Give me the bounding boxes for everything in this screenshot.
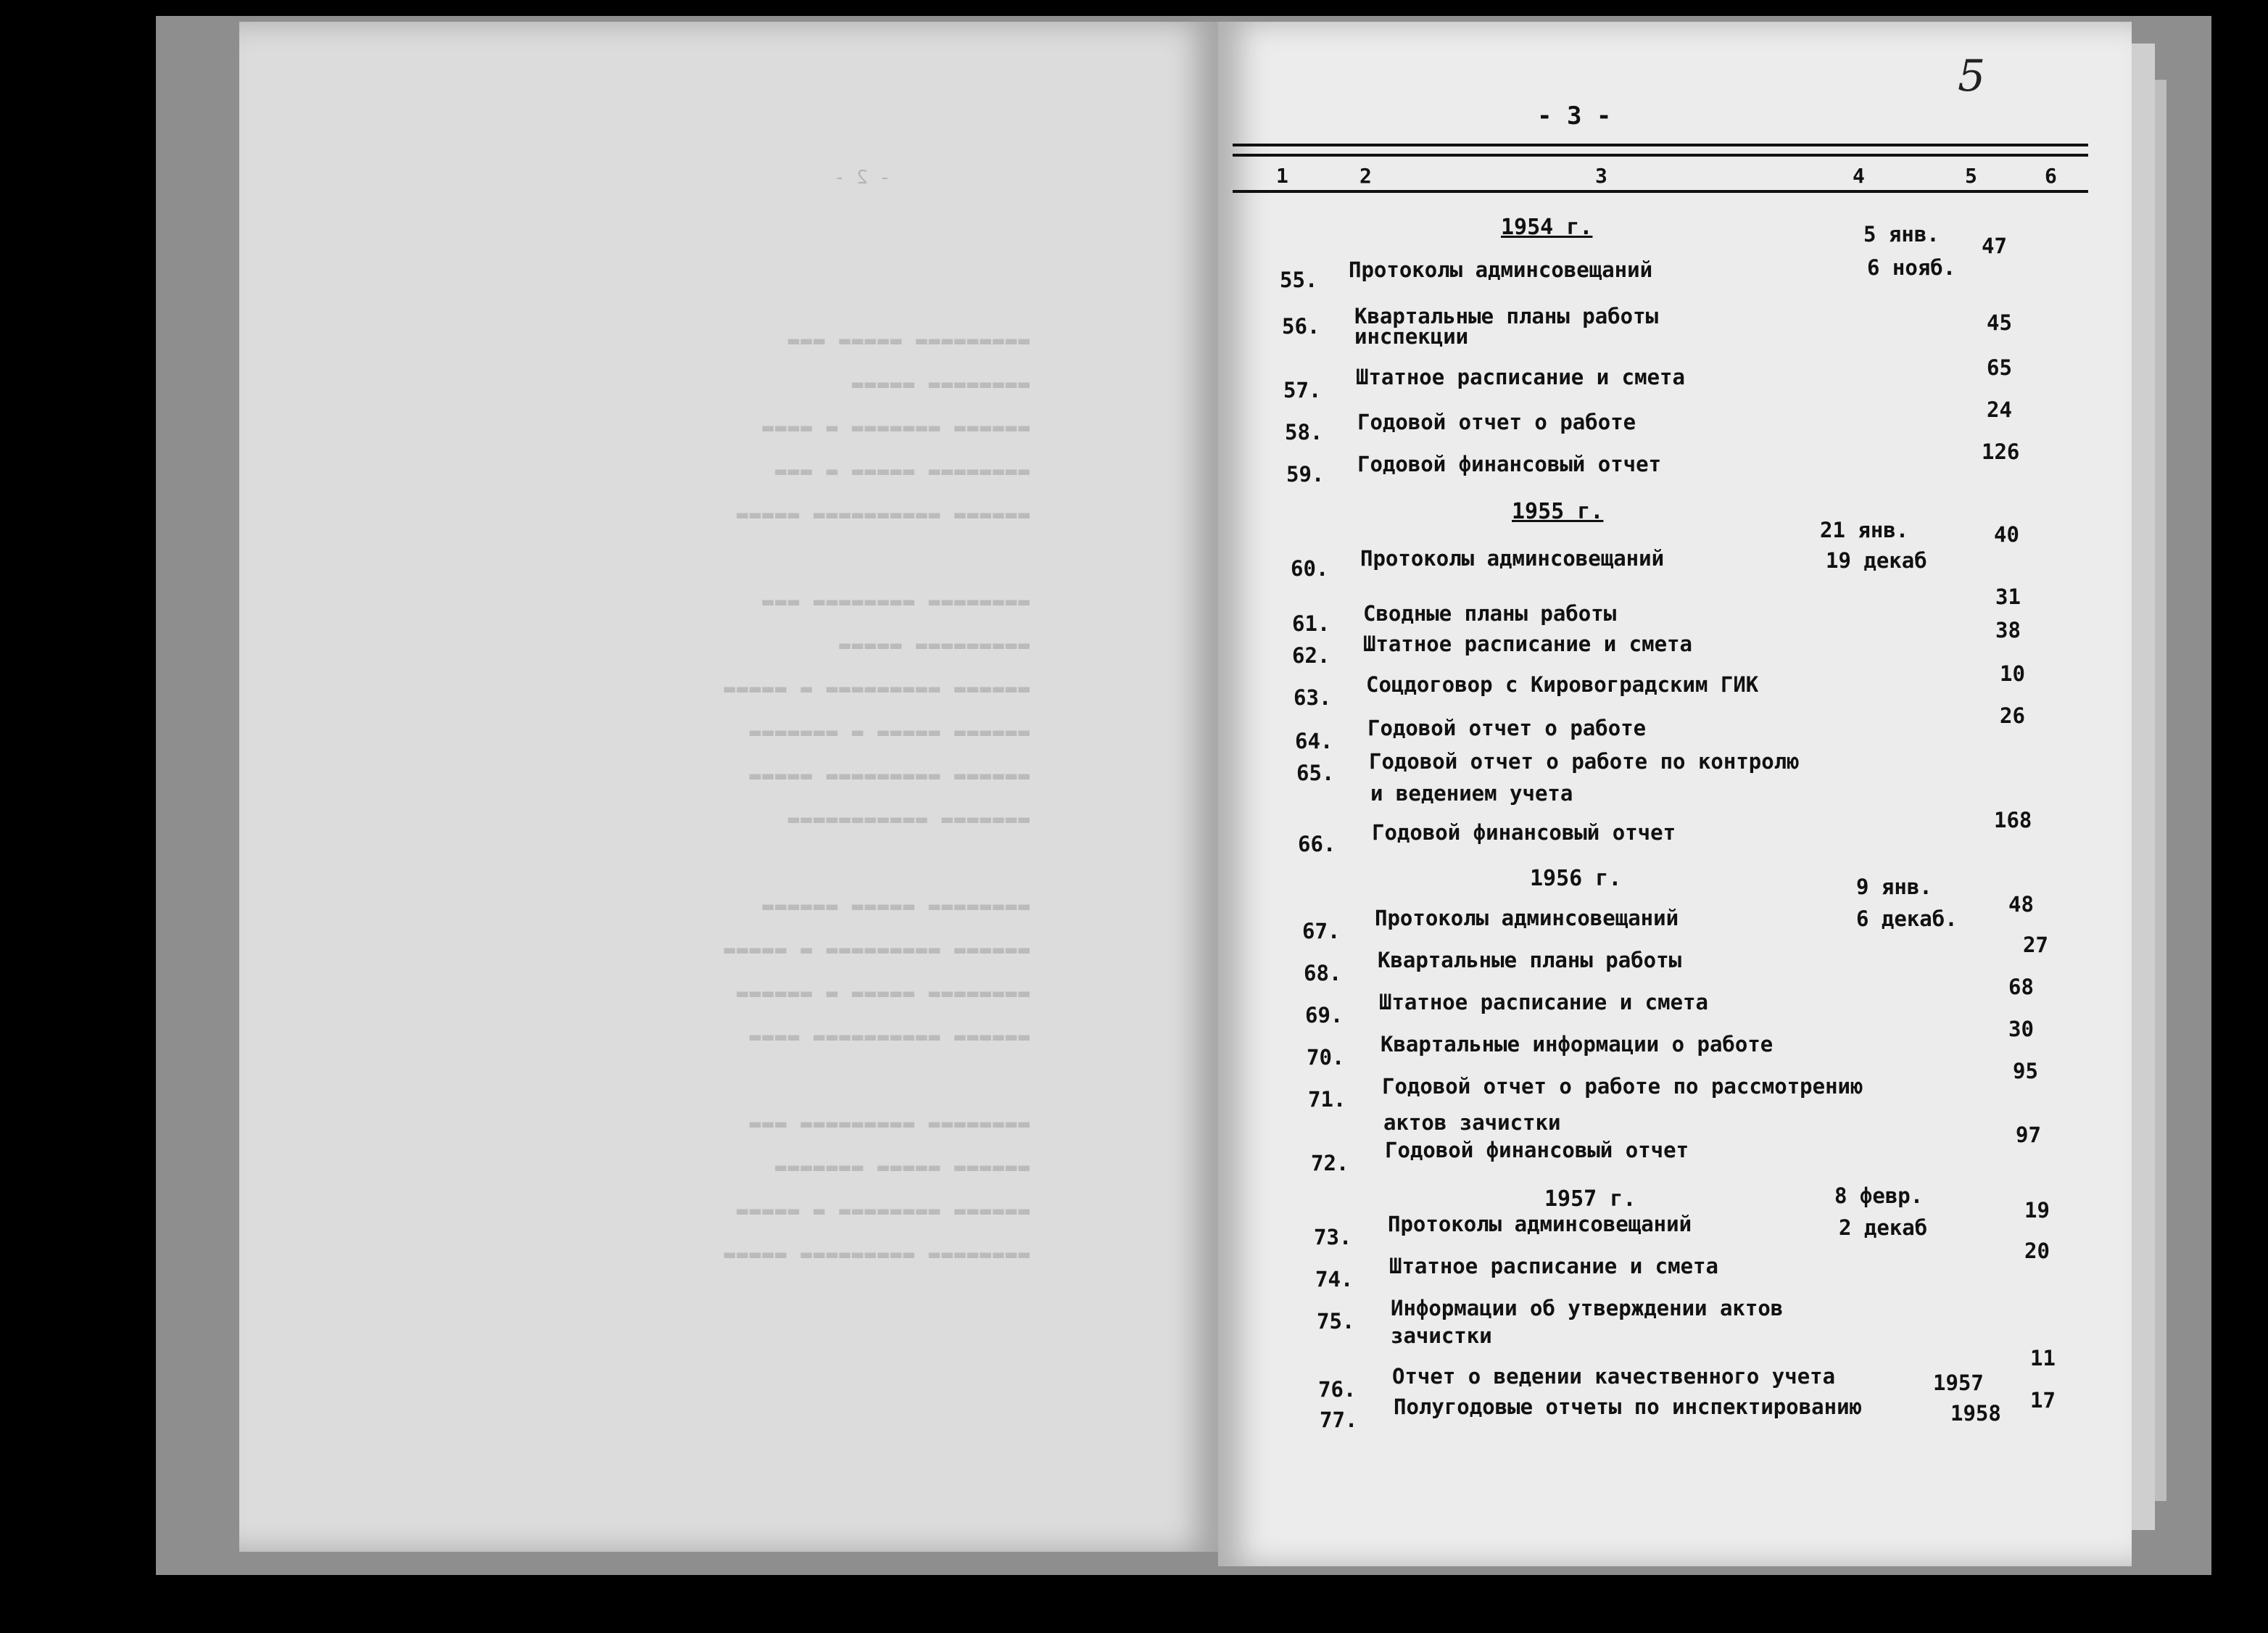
entry-sheets: 24: [1987, 397, 2012, 422]
entry-sheets: 48: [2008, 892, 2034, 917]
entry-sheets: 126: [1982, 439, 2020, 464]
year-heading: 1956 г.: [1530, 866, 1622, 891]
entry-title: Годовой отчет о работе по рассмотрению: [1382, 1074, 1863, 1099]
page-edge-inner: [2155, 80, 2166, 1501]
entry-number: 71.: [1308, 1087, 1346, 1112]
date-start: 9 янв.: [1856, 875, 1932, 899]
entry-number: 60.: [1291, 556, 1329, 581]
entry-number: 70.: [1307, 1045, 1345, 1070]
entry-number: 65.: [1296, 761, 1335, 785]
column-number-6: 6: [2045, 164, 2057, 188]
column-number-5: 5: [1965, 164, 1977, 188]
entry-sheets: 20: [2024, 1239, 2050, 1263]
entry-number: 56.: [1282, 314, 1320, 339]
entry-date: 1958: [1950, 1401, 2001, 1426]
entry-title: Штатное расписание и смета: [1389, 1254, 1718, 1278]
entry-title: Годовой финансовый отчет: [1385, 1138, 1689, 1162]
handwritten-page-number: 5: [1958, 51, 1986, 102]
table-header-rule-bottom: [1233, 190, 2088, 193]
entry-sheets: 65: [1987, 355, 2012, 380]
entry-number: 55.: [1280, 268, 1318, 292]
entry-number: 61.: [1292, 611, 1330, 636]
entry-number: 58.: [1285, 420, 1323, 445]
entry-title: Полугодовые отчеты по инспектированию: [1394, 1394, 1863, 1419]
entry-title: Протоколы админсовещаний: [1388, 1212, 1692, 1236]
entry-number: 73.: [1314, 1225, 1352, 1249]
entry-title: Соцдоговор с Кировоградским ГИК: [1366, 672, 1759, 697]
entry-title: Годовой отчет о работе: [1357, 410, 1636, 434]
entry-number: 64.: [1295, 729, 1333, 753]
entry-title: Отчет о ведении качественного учета: [1392, 1364, 1836, 1389]
table-header-rule-top: [1233, 144, 2088, 146]
entry-sheets: 68: [2008, 975, 2034, 999]
entry-sheets: 10: [2000, 661, 2025, 686]
entry-number: 75.: [1317, 1309, 1355, 1334]
entry-title: Информации об утверждении актов: [1391, 1296, 1784, 1320]
entry-title: Годовой финансовый отчет: [1372, 820, 1676, 845]
entry-number: 72.: [1311, 1151, 1349, 1175]
entry-number: 76.: [1318, 1377, 1357, 1402]
entry-sheets: 95: [2013, 1059, 2038, 1083]
entry-sheets: 97: [2016, 1123, 2041, 1147]
entry-sheets: 38: [1995, 618, 2021, 642]
ghost-page-number: - 2 -: [834, 167, 891, 189]
entry-title: Годовой отчет о работе по контролю: [1369, 749, 1800, 774]
entry-sheets: 11: [2030, 1346, 2056, 1371]
entry-title: Штатное расписание и смета: [1356, 365, 1685, 389]
entry-sheets: 27: [2023, 933, 2048, 957]
entry-number: 77.: [1320, 1407, 1358, 1432]
entry-title: Штатное расписание и смета: [1363, 632, 1692, 656]
entry-sheets: 30: [2008, 1017, 2034, 1041]
entry-title: Протоколы админсовещаний: [1360, 546, 1665, 571]
date-end: 6 декаб.: [1856, 906, 1958, 931]
column-number-1: 1: [1276, 164, 1288, 188]
table-header-rule-top-2: [1233, 154, 2088, 157]
date-end: 19 декаб: [1826, 548, 1927, 573]
page-edge: [2132, 44, 2155, 1530]
entry-title-continued: и ведением учета: [1370, 781, 1573, 806]
entry-title: Квартальные планы работы: [1354, 304, 1659, 328]
entry-number: 74.: [1315, 1267, 1354, 1291]
date-end: 6 нояб.: [1867, 255, 1956, 280]
year-heading: 1957 г.: [1544, 1186, 1636, 1212]
entry-sheets: 45: [1987, 310, 2012, 335]
bleed-through-text: ▬▬▬▬▬▬▬▬▬ ▬▬▬▬▬ ▬▬▬ ▬▬▬▬▬▬▬▬ ▬▬▬▬▬ ▬▬▬▬▬▬ ▬▬▬▬▬▬▬ ▬ ▬▬▬▬ ▬▬▬▬▬▬▬▬ ▬▬▬▬▬ ▬ ▬▬▬ ▬▬▬▬▬▬ ▬▬▬▬▬▬▬▬▬▬ ▬▬▬▬▬ ▬▬▬▬▬▬▬▬ ▬▬▬▬▬▬▬▬ ▬▬▬ ▬▬▬▬▬▬▬▬▬ ▬▬▬▬▬ ▬▬▬▬▬▬ ▬▬▬▬▬▬▬▬▬ ▬ ▬▬▬▬▬ ▬▬▬▬▬▬ ▬▬▬▬▬ ▬ ▬▬▬▬▬▬▬ ▬▬▬▬▬▬ ▬▬▬▬▬▬▬▬▬ ▬▬▬▬▬ ▬▬▬▬▬▬▬ ▬▬▬▬▬▬▬▬▬▬▬ ▬▬▬▬▬▬▬▬ ▬▬▬▬▬ ▬▬▬▬▬▬ ▬▬▬▬▬▬ ▬▬▬▬▬▬▬▬▬ ▬ ▬▬▬▬▬ ▬▬▬▬▬▬▬▬ ▬▬▬▬▬ ▬ ▬▬▬▬▬▬ ▬▬▬▬▬▬ ▬▬▬▬▬▬▬▬▬▬ ▬▬▬▬ ▬▬▬▬▬▬▬▬ ▬▬▬▬▬▬▬▬▬ ▬▬▬ ▬▬▬▬▬▬ ▬▬▬▬▬ ▬▬▬▬▬▬▬ ▬▬▬▬▬▬ ▬▬▬▬▬▬▬▬ ▬ ▬▬▬▬▬ ▬▬▬▬▬▬▬▬ ▬▬▬▬▬▬▬▬▬ ▬▬▬▬▬: [722, 330, 1030, 1265]
entry-title: Годовой финансовый отчет: [1357, 452, 1662, 476]
column-number-3: 3: [1595, 164, 1607, 188]
entry-number: 66.: [1298, 832, 1336, 856]
entry-title: Штатное расписание и смета: [1379, 990, 1708, 1014]
entry-sheets: 31: [1995, 584, 2021, 609]
date-end: 2 декаб: [1839, 1215, 1928, 1240]
entry-sheets: 168: [1994, 808, 2032, 832]
entry-title: Квартальные планы работы: [1378, 948, 1682, 972]
column-number-2: 2: [1359, 164, 1372, 188]
entry-number: 63.: [1294, 685, 1332, 710]
entry-title: Протоколы админсовещаний: [1375, 906, 1679, 930]
entry-sheets: 19: [2024, 1198, 2050, 1223]
entry-sheets: 47: [1982, 233, 2007, 258]
date-start: 5 янв.: [1863, 222, 1940, 247]
entry-sheets: 26: [2000, 703, 2025, 728]
entry-title: Годовой отчет о работе: [1367, 716, 1647, 740]
page-number: - 3 -: [1537, 102, 1612, 131]
column-number-4: 4: [1853, 164, 1865, 188]
entry-number: 67.: [1302, 919, 1341, 943]
entry-number: 62.: [1292, 643, 1330, 668]
entry-title-continued: актов зачистки: [1383, 1110, 1561, 1135]
entry-number: 59.: [1286, 462, 1325, 487]
entry-sheets: 17: [2030, 1388, 2056, 1413]
date-start: 8 февр.: [1834, 1183, 1924, 1208]
year-heading: 1955 г.: [1512, 499, 1604, 524]
year-heading: 1954 г.: [1501, 215, 1593, 240]
entry-date: 1957: [1933, 1371, 1984, 1395]
entry-number: 57.: [1283, 378, 1322, 402]
entry-title: Сводные планы работы: [1363, 601, 1617, 626]
date-start: 21 янв.: [1820, 518, 1909, 542]
entry-sheets: 40: [1994, 522, 2019, 547]
entry-number: 69.: [1305, 1003, 1344, 1028]
entry-title: Квартальные информации о работе: [1381, 1032, 1774, 1057]
entry-title: Протоколы админсовещаний: [1349, 257, 1653, 282]
entry-number: 68.: [1304, 961, 1342, 985]
entry-title-continued: зачистки: [1391, 1323, 1492, 1348]
entry-title-continued: инспекции: [1354, 324, 1469, 349]
